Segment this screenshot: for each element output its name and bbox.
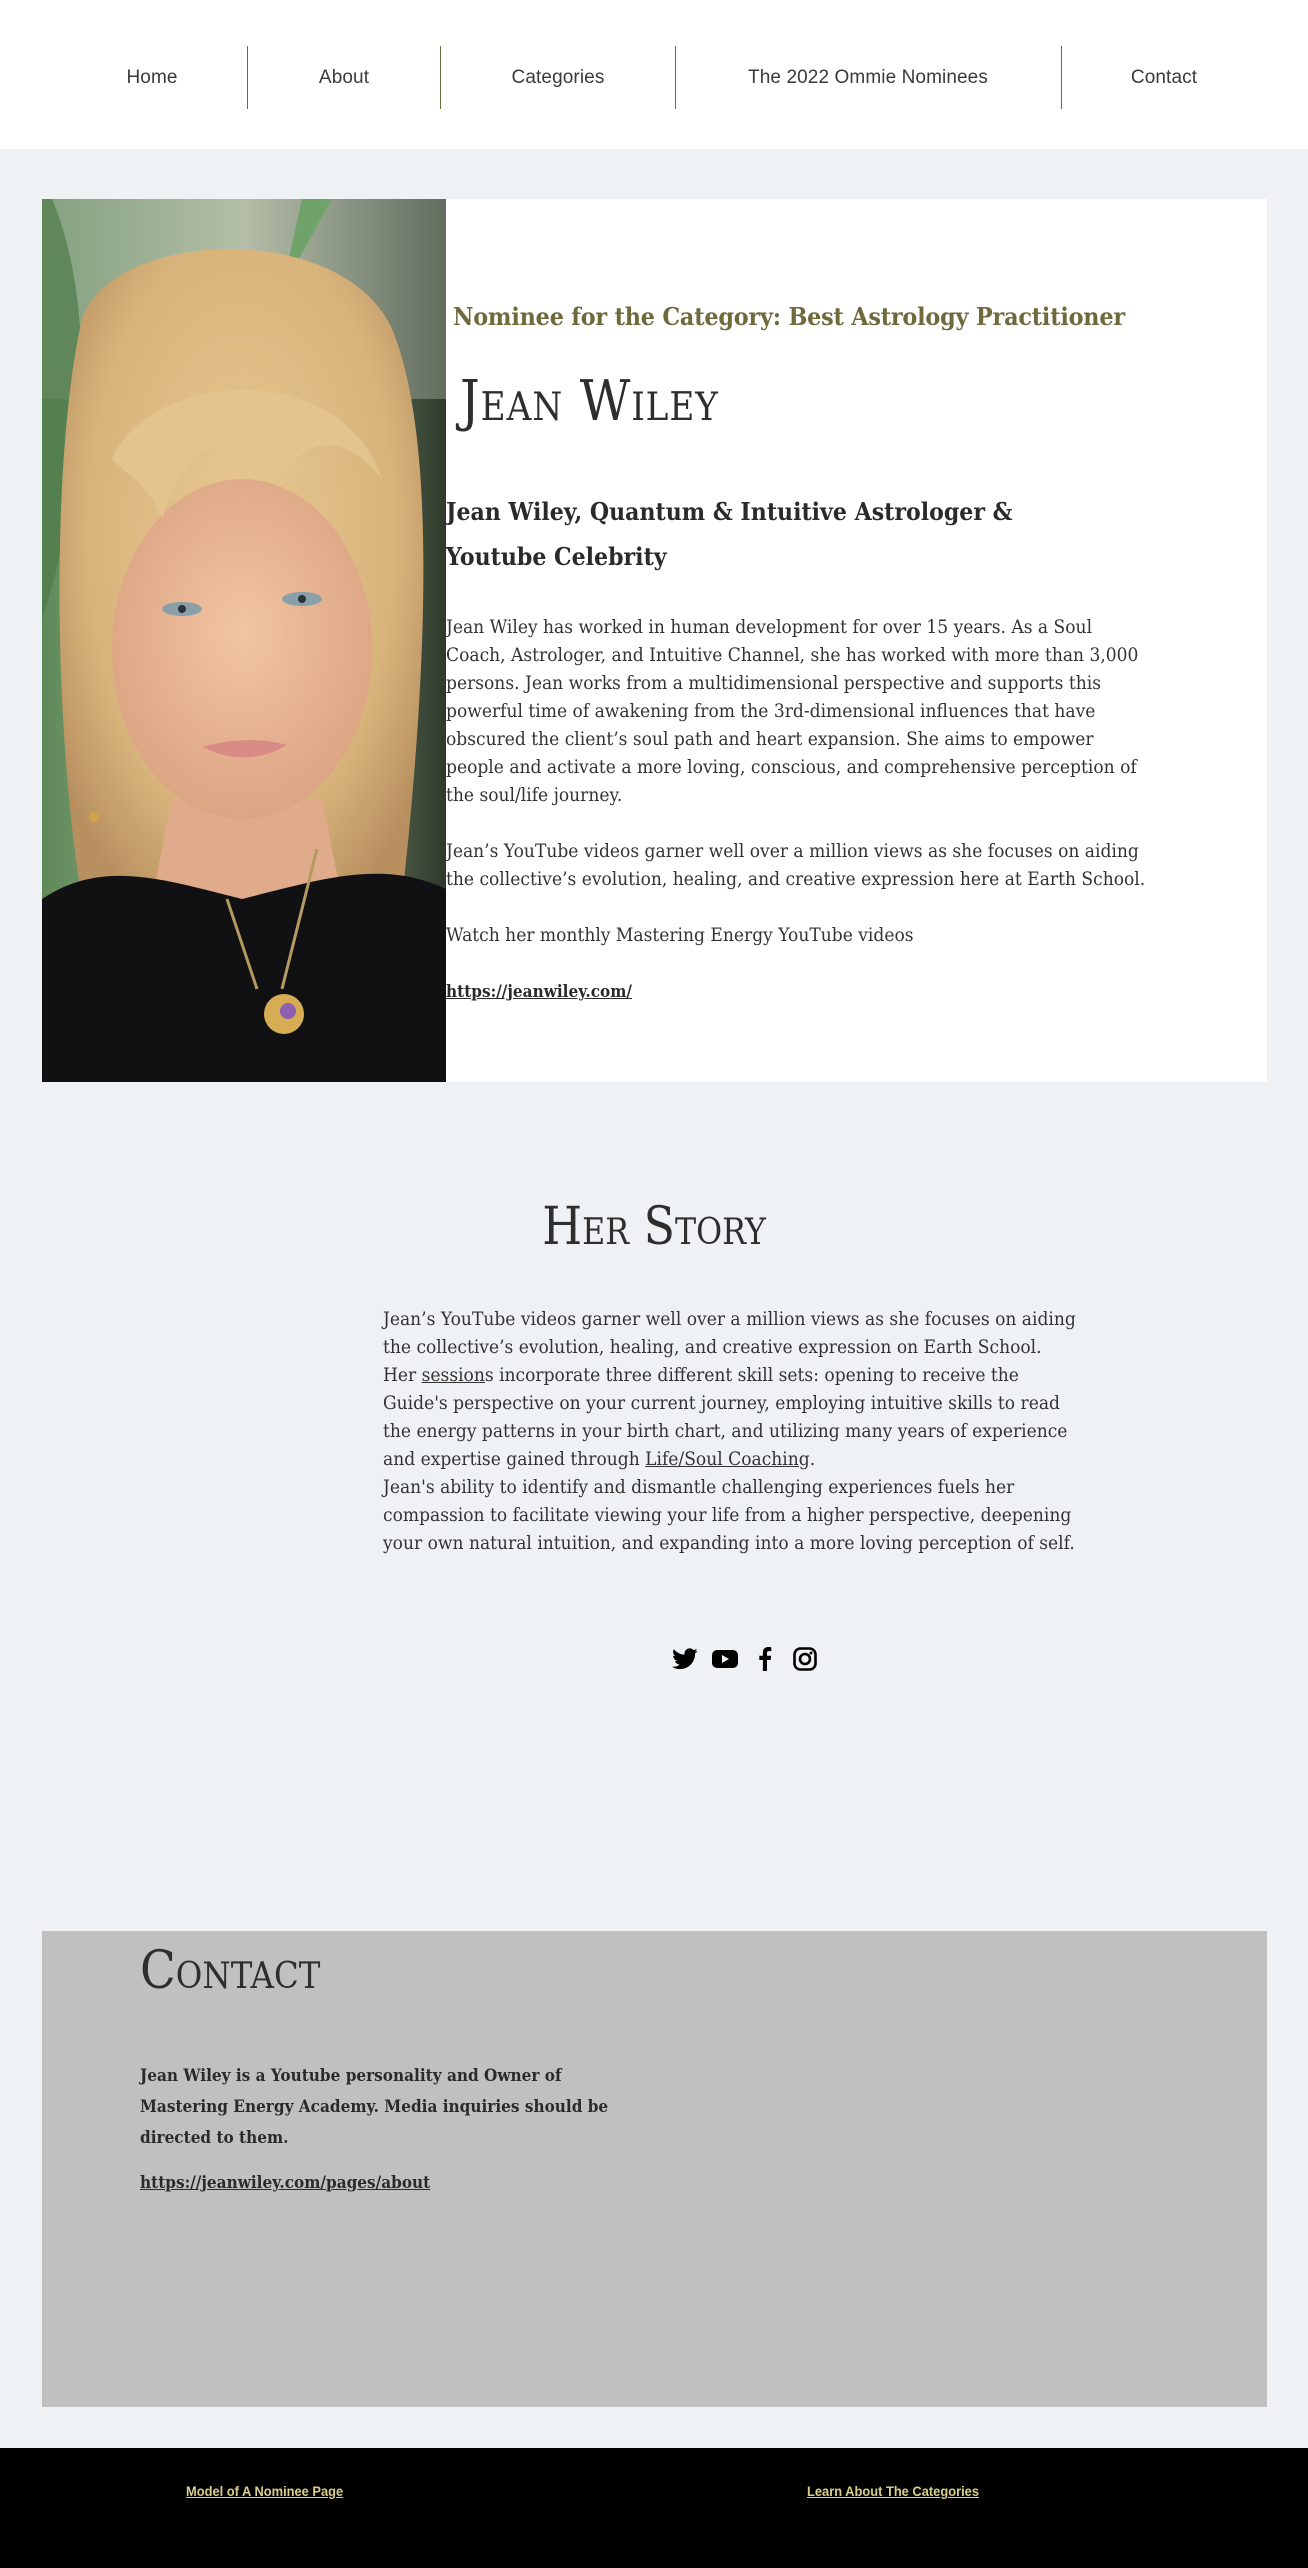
story-text: s incorporate three different skill sets: opening to receive the Guide's perspective on your current journey, employing intuitive skills to read the energy patterns in your birth chart, and utilizing many years of experience and expertise gained through [383, 1364, 1068, 1470]
story-paragraph [383, 1361, 1085, 1473]
facebook-icon[interactable] [752, 1646, 778, 1672]
nominee-subtitle [446, 489, 1035, 579]
nav-item-categories[interactable]: Categories [511, 66, 605, 88]
story-text: Her [383, 1364, 422, 1386]
contact-about-link[interactable]: https://jeanwiley.com/pages/about [140, 2173, 431, 2193]
her-story-heading [0, 1197, 1308, 1257]
nav-menu [0, 46, 1308, 109]
nominee-name: Jean Wiley [460, 369, 719, 434]
story-paragraph: Jean’s YouTube videos garner well over a million views as she focuses on aiding the collective’s evolution, healing, and creative expression on Earth School. [383, 1308, 1076, 1358]
instagram-icon[interactable] [792, 1646, 818, 1672]
nav-item-nominees[interactable]: The 2022 Ommie Nominees [748, 66, 988, 88]
sessions-link[interactable]: session [421, 1364, 485, 1386]
top-navigation [0, 0, 1308, 149]
her-story-heading-text: Her Story [542, 1197, 766, 1257]
nominee-card [42, 199, 1267, 1082]
social-links [672, 1646, 818, 1672]
contact-section [42, 1931, 1267, 2407]
nominee-website-link[interactable]: https://jeanwiley.com/ [446, 982, 632, 1002]
story-paragraph: Jean's ability to identify and dismantle challenging experiences fuels her compassion to facilitate viewing your life from a higher perspective, deepening your own natural intuition, and expanding into a more loving perception of self. [383, 1476, 1075, 1554]
nominee-subtitle-line1: Jean Wiley, Quantum & Intuitive Astrologer & [446, 497, 1013, 526]
contact-description: Jean Wiley is a Youtube personality and Owner of Mastering Energy Academy. Media inquiries should be directed to them. [140, 2066, 609, 2148]
nav-item-home[interactable]: Home [126, 66, 178, 88]
bio-paragraph: Jean’s YouTube videos garner well over a million views as she focuses on aiding the collective’s evolution, healing, and creative expression here at Earth School. [446, 840, 1146, 890]
footer-model-nominee-link[interactable]: Model of A Nominee Page [186, 2483, 344, 2499]
nominee-bio [446, 613, 1148, 1006]
nav-item-contact[interactable]: Contact [1130, 66, 1198, 88]
contact-heading: Contact [140, 1941, 321, 2001]
bio-paragraph: Jean Wiley has worked in human development for over 15 years. As a Soul Coach, Astrologer, and Intuitive Channel, she has worked with more than 3,000 persons. Jean works from a multidimensional perspective and supports this powerful time of awakening from the 3rd-dimensional influences that have obscured the client’s soul path and heart expansion. She aims to empower people and activate a more loving, conscious, and comprehensive perception of the soul/life journey. [446, 616, 1139, 806]
footer-learn-categories-link[interactable]: Learn About The Categories [807, 2483, 979, 2499]
her-story-body [383, 1305, 1085, 1557]
youtube-icon[interactable] [712, 1646, 738, 1672]
story-text: . [809, 1448, 816, 1470]
life-soul-coaching-link[interactable]: Life/Soul Coaching [645, 1448, 810, 1470]
nav-item-about[interactable]: About [318, 66, 370, 88]
nominee-category-heading: Nominee for the Category: Best Astrology Practitioner [453, 302, 1125, 331]
nominee-subtitle-line2: Youtube Celebrity [446, 542, 667, 571]
bio-paragraph: Watch her monthly Mastering Energy YouTube videos [446, 924, 914, 946]
twitter-icon[interactable] [672, 1646, 698, 1672]
nominee-photo [42, 199, 446, 1082]
site-footer [0, 2448, 1308, 2568]
